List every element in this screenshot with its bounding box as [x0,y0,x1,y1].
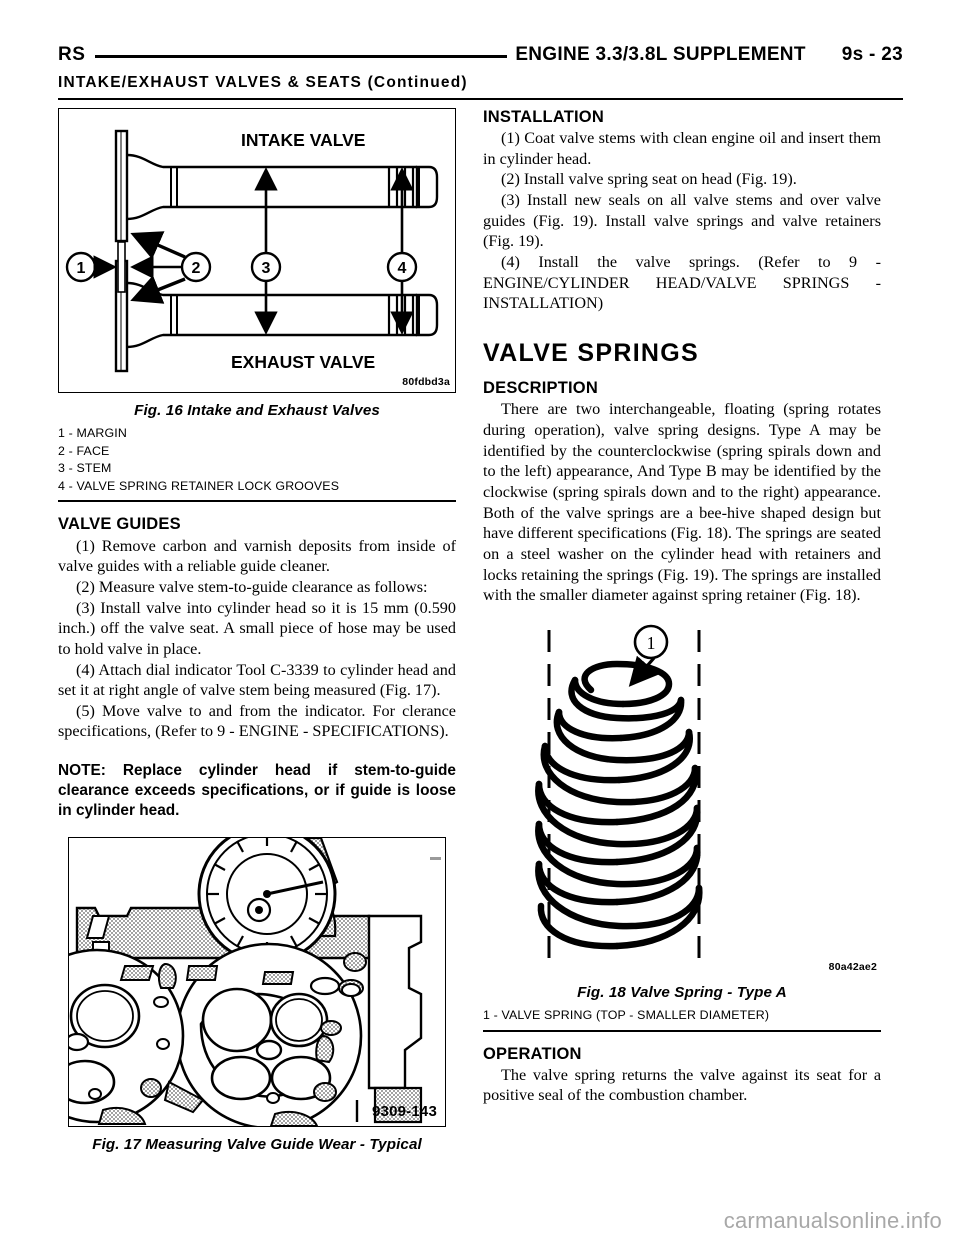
section-continued-title: INTAKE/EXHAUST VALVES & SEATS (Continued) [58,74,903,100]
header-title: ENGINE 3.3/3.8L SUPPLEMENT [515,44,806,65]
installation-step-3: (3) Install new seals on all valve stems and over valve guides (Fig. 19). Install valve springs and valve retainers (Fig. 19). [483,191,881,251]
figure-16-label-exhaust: EXHAUST VALVE [231,352,376,372]
figure-18-image [483,620,881,975]
page-header [58,40,903,70]
valve-guides-step-4: (4) Attach dial indicator Tool C-3339 to cylinder head and set it at right angle of valve stem being measured (Fig. 17). [58,660,456,700]
scan-artifact-dash [430,857,441,860]
cylinder-head-dial-indicator-drawing [69,838,445,1126]
figure-18-code: 80a42ae2 [828,961,877,973]
site-watermark: carmanualsonline.info [723,1208,942,1233]
left-column [58,108,456,1153]
right-column [483,108,881,1106]
page-number: 9s - 23 [841,44,903,65]
valve-springs-operation: The valve spring returns the valve against its seat for a positive seal of the combustion chamber. [483,1065,881,1105]
figure-18 [483,620,881,1032]
header-rule [95,55,507,58]
figure-16-callout-3: 3 [261,260,271,277]
figure-18-caption: Fig. 18 Valve Spring - Type A [577,984,787,1001]
figure-18-legend-rule [483,1030,881,1032]
intake-exhaust-valve-drawing [59,109,455,392]
heading-valve-guides: VALVE GUIDES [58,515,181,534]
figure-17-code: 9309-143 [372,1103,437,1121]
valve-springs-description: There are two interchangeable, floating (spring rotates during operation), valve spring designs. Type A may be identified by the counterclockwise (spring spirals down and to the left) appearance, And Type B may be identified by the clockwise (spring spirals down and to the right) appearance. Both of the valve springs are a bee-hive shaped design but have different specifications (Fig. 18). The springs are seated on a steel washer on the cylinder head with retainers and locks retaining the springs (Fig. 19). The springs are installed with the smaller diameter against spring retainer (Fig. 18). [483,400,881,605]
figure-16-callout-2: 2 [191,260,201,277]
heading-operation: OPERATION [483,1044,582,1063]
heading-description: DESCRIPTION [483,379,598,398]
legend-item: 1 - VALVE SPRING (TOP - SMALLER DIAMETER) [483,1008,770,1022]
valve-guides-step-1: (1) Remove carbon and varnish deposits from inside of valve guides with a reliable guide cleaner. [58,536,456,576]
heading-installation: INSTALLATION [483,108,604,126]
legend-item: 1 - MARGIN [58,426,127,440]
installation-step-1: (1) Coat valve stems with clean engine oil and insert them in cylinder head. [483,129,881,168]
valve-guides-step-5: (5) Move valve to and from the indicator. For clerance specifications, (Refer to 9 - ENGINE - SPECIFICATIONS). [58,701,456,741]
figure-18-legend [483,1007,881,1025]
valve-guides-note: NOTE: Replace cylinder head if stem-to-guide clearance exceeds specifications, or if guide is loose in cylinder head. [58,762,456,820]
figure-16-code: 80fdbd3a [402,376,450,388]
installation-step-4: (4) Install the valve springs. (Refer to 9 - ENGINE/CYLINDER HEAD/VALVE SPRINGS - INSTALLATION) [483,253,881,313]
legend-item: 4 - VALVE SPRING RETAINER LOCK GROOVES [58,478,340,493]
figure-16-label-intake: INTAKE VALVE [241,130,366,150]
legend-item: 2 - FACE [58,443,110,458]
legend-item: 3 - STEM [58,461,112,476]
figure-16-image [58,108,456,393]
figure-17 [58,837,456,1153]
figure-18-callout-1: 1 [646,633,656,653]
figure-17-image [68,837,446,1127]
heading-valve-springs: VALVE SPRINGS [483,339,700,368]
figure-16-callout-4: 4 [397,260,407,277]
installation-step-2: (2) Install valve spring seat on head (Fig. 19). [501,170,797,189]
figure-16-legend-rule [58,500,456,502]
valve-spring-drawing [483,620,879,973]
valve-guides-step-3: (3) Install valve into cylinder head so it is 15 mm (0.590 inch.) off the valve seat. A small piece of hose may be used to hold valve in place. [58,598,456,658]
figure-16-caption: Fig. 16 Intake and Exhaust Valves [134,402,380,419]
valve-guides-step-2: (2) Measure valve stem-to-guide clearance as follows: [76,577,428,596]
manual-code: RS [58,44,86,65]
figure-16-callout-1: 1 [76,260,86,277]
figure-16 [58,108,456,502]
figure-17-caption: Fig. 17 Measuring Valve Guide Wear - Typical [92,1136,422,1154]
figure-16-legend [58,425,456,495]
